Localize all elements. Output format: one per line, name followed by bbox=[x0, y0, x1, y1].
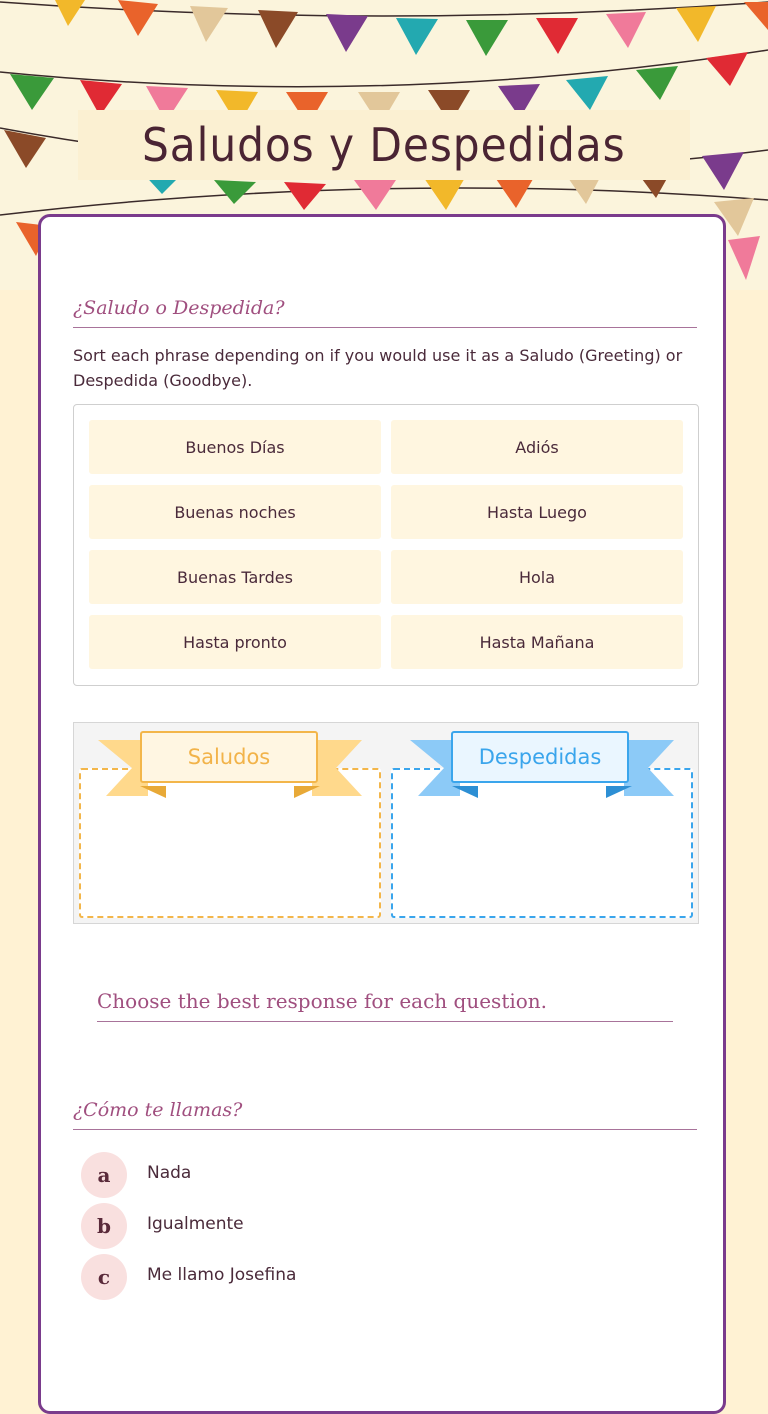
phrase-chip[interactable]: Hola bbox=[391, 550, 683, 604]
phrase-chip[interactable]: Hasta Mañana bbox=[391, 615, 683, 669]
phrase-chip[interactable]: Buenas Tardes bbox=[89, 550, 381, 604]
section-2-banner: Choose the best response for each question. bbox=[97, 989, 673, 1022]
phrase-chip[interactable]: Buenos Días bbox=[89, 420, 381, 474]
despedidas-category-label: Despedidas bbox=[451, 731, 629, 783]
phrase-chip[interactable]: Adiós bbox=[391, 420, 683, 474]
page-title: Saludos y Despedidas bbox=[142, 118, 626, 172]
worksheet-card bbox=[38, 214, 726, 1414]
option-text: Igualmente bbox=[147, 1214, 244, 1234]
option-letter-badge: c bbox=[81, 1254, 127, 1300]
phrase-chip[interactable]: Hasta pronto bbox=[89, 615, 381, 669]
phrase-chip[interactable]: Buenas noches bbox=[89, 485, 381, 539]
question-2-heading: ¿Cómo te llamas? bbox=[73, 1099, 697, 1130]
option-letter-badge: a bbox=[81, 1152, 127, 1198]
option-letter-badge: b bbox=[81, 1203, 127, 1249]
option-text: Me llamo Josefina bbox=[147, 1265, 297, 1285]
phrase-chip[interactable]: Hasta Luego bbox=[391, 485, 683, 539]
title-banner bbox=[78, 110, 690, 180]
sorting-area bbox=[73, 722, 699, 924]
question-1-heading: ¿Saludo o Despedida? bbox=[73, 297, 697, 328]
saludos-category-label: Saludos bbox=[140, 731, 318, 783]
option-text: Nada bbox=[147, 1163, 192, 1183]
question-1-instructions: Sort each phrase depending on if you would use it as a Saludo (Greeting) or Despedida (Goodbye). bbox=[73, 346, 683, 390]
phrase-bank bbox=[73, 404, 699, 686]
